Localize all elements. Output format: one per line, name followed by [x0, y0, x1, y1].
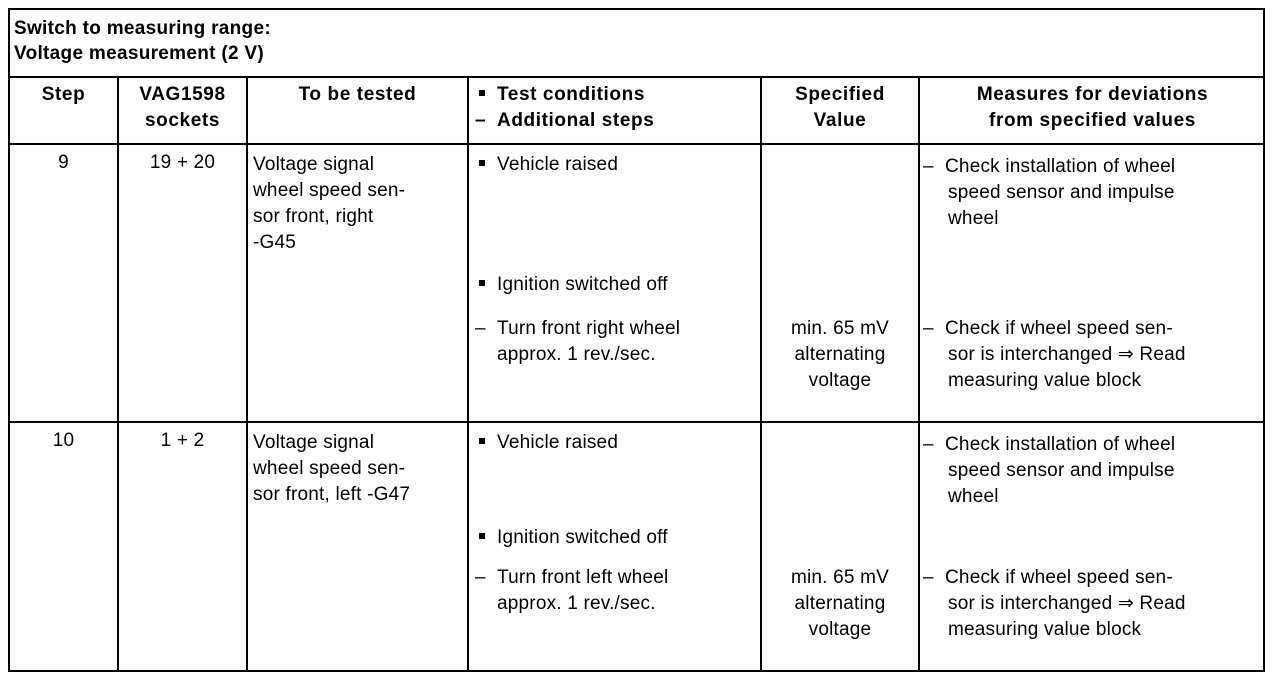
row2-meas-a-line: speed sensor and impulse: [948, 460, 1175, 481]
row2-meas-b-line: measuring value block: [948, 619, 1142, 640]
row2-spec-line: min. 65 mV: [790, 567, 890, 588]
col-header-sockets-1: VAG1598: [139, 84, 226, 105]
row1-meas-b-line: sor is interchanged ⇒ Read: [948, 344, 1186, 365]
row1-sockets: 19 + 20: [149, 152, 216, 173]
header-line-1: Switch to measuring range:: [14, 18, 271, 39]
row1-meas-b: – Check if wheel speed sen-: [923, 318, 1173, 339]
row1-spec-line: min. 65 mV: [790, 318, 890, 339]
bullet-icon: [479, 438, 485, 444]
row1-tested-line: wheel speed sen-: [253, 180, 406, 201]
row1-tested-line: Voltage signal: [253, 154, 375, 175]
col-header-measures-1: Measures for deviations: [976, 84, 1209, 105]
row2-cond-a: Vehicle raised: [475, 430, 618, 456]
row1-spec-line: alternating: [794, 344, 886, 365]
row1-meas-b-line: measuring value block: [948, 370, 1142, 391]
row1-meas-a-line: speed sensor and impulse: [948, 182, 1175, 203]
col-divider: [246, 76, 248, 670]
col-header-sockets-2: sockets: [145, 110, 220, 131]
row2-tested-line: sor front, left -G47: [253, 484, 411, 505]
bullet-icon: [479, 533, 485, 539]
col-header-specified-2: Value: [813, 110, 867, 131]
col-divider: [918, 76, 920, 670]
col-header-measures-2: from specified values: [989, 110, 1196, 131]
row1-cond-a: Vehicle raised: [475, 152, 618, 178]
row2-cond-c-line: approx. 1 rev./sec.: [497, 593, 656, 614]
row2-meas-b-line: sor is interchanged ⇒ Read: [948, 593, 1186, 614]
row2-tested-line: wheel speed sen-: [253, 458, 406, 479]
bullet-icon: [479, 160, 485, 166]
col-divider: [467, 76, 469, 670]
row1-step: 9: [58, 152, 69, 173]
col-header-to-be-tested: To be tested: [298, 84, 417, 105]
row2-sockets: 1 + 2: [160, 430, 205, 451]
row1-cond-c-line: approx. 1 rev./sec.: [497, 344, 656, 365]
row1-meas-a-line: wheel: [948, 208, 999, 229]
row1-tested-line: sor front, right: [253, 206, 374, 227]
header-line-2: Voltage measurement (2 V): [14, 43, 265, 64]
bullet-icon: [479, 280, 485, 286]
row1-cond-c: – Turn front right wheel: [475, 318, 681, 339]
row2-cond-c: – Turn front left wheel: [475, 567, 669, 588]
col-header-step: Step: [41, 84, 86, 105]
row2-spec-line: voltage: [808, 619, 872, 640]
row-divider: [10, 143, 1263, 145]
row2-step: 10: [52, 430, 75, 451]
table-header-box: [10, 10, 1263, 78]
row2-meas-a: – Check installation of wheel: [923, 434, 1176, 455]
row1-cond-b: Ignition switched off: [475, 272, 668, 298]
row-divider: [10, 421, 1263, 423]
test-table: [8, 8, 1265, 672]
row2-meas-b: – Check if wheel speed sen-: [923, 567, 1173, 588]
row1-tested-line: -G45: [253, 232, 297, 253]
row2-meas-a-line: wheel: [948, 486, 999, 507]
row2-cond-b: Ignition switched off: [475, 525, 668, 551]
row2-spec-line: alternating: [794, 593, 886, 614]
bullet-icon: [479, 90, 485, 96]
col-header-conditions-2: – Additional steps: [475, 110, 655, 131]
col-header-conditions-1: Test conditions: [475, 82, 645, 108]
row2-tested-line: Voltage signal: [253, 432, 375, 453]
row1-spec-line: voltage: [808, 370, 872, 391]
row1-meas-a: – Check installation of wheel: [923, 156, 1176, 177]
col-header-specified-1: Specified: [795, 84, 885, 105]
